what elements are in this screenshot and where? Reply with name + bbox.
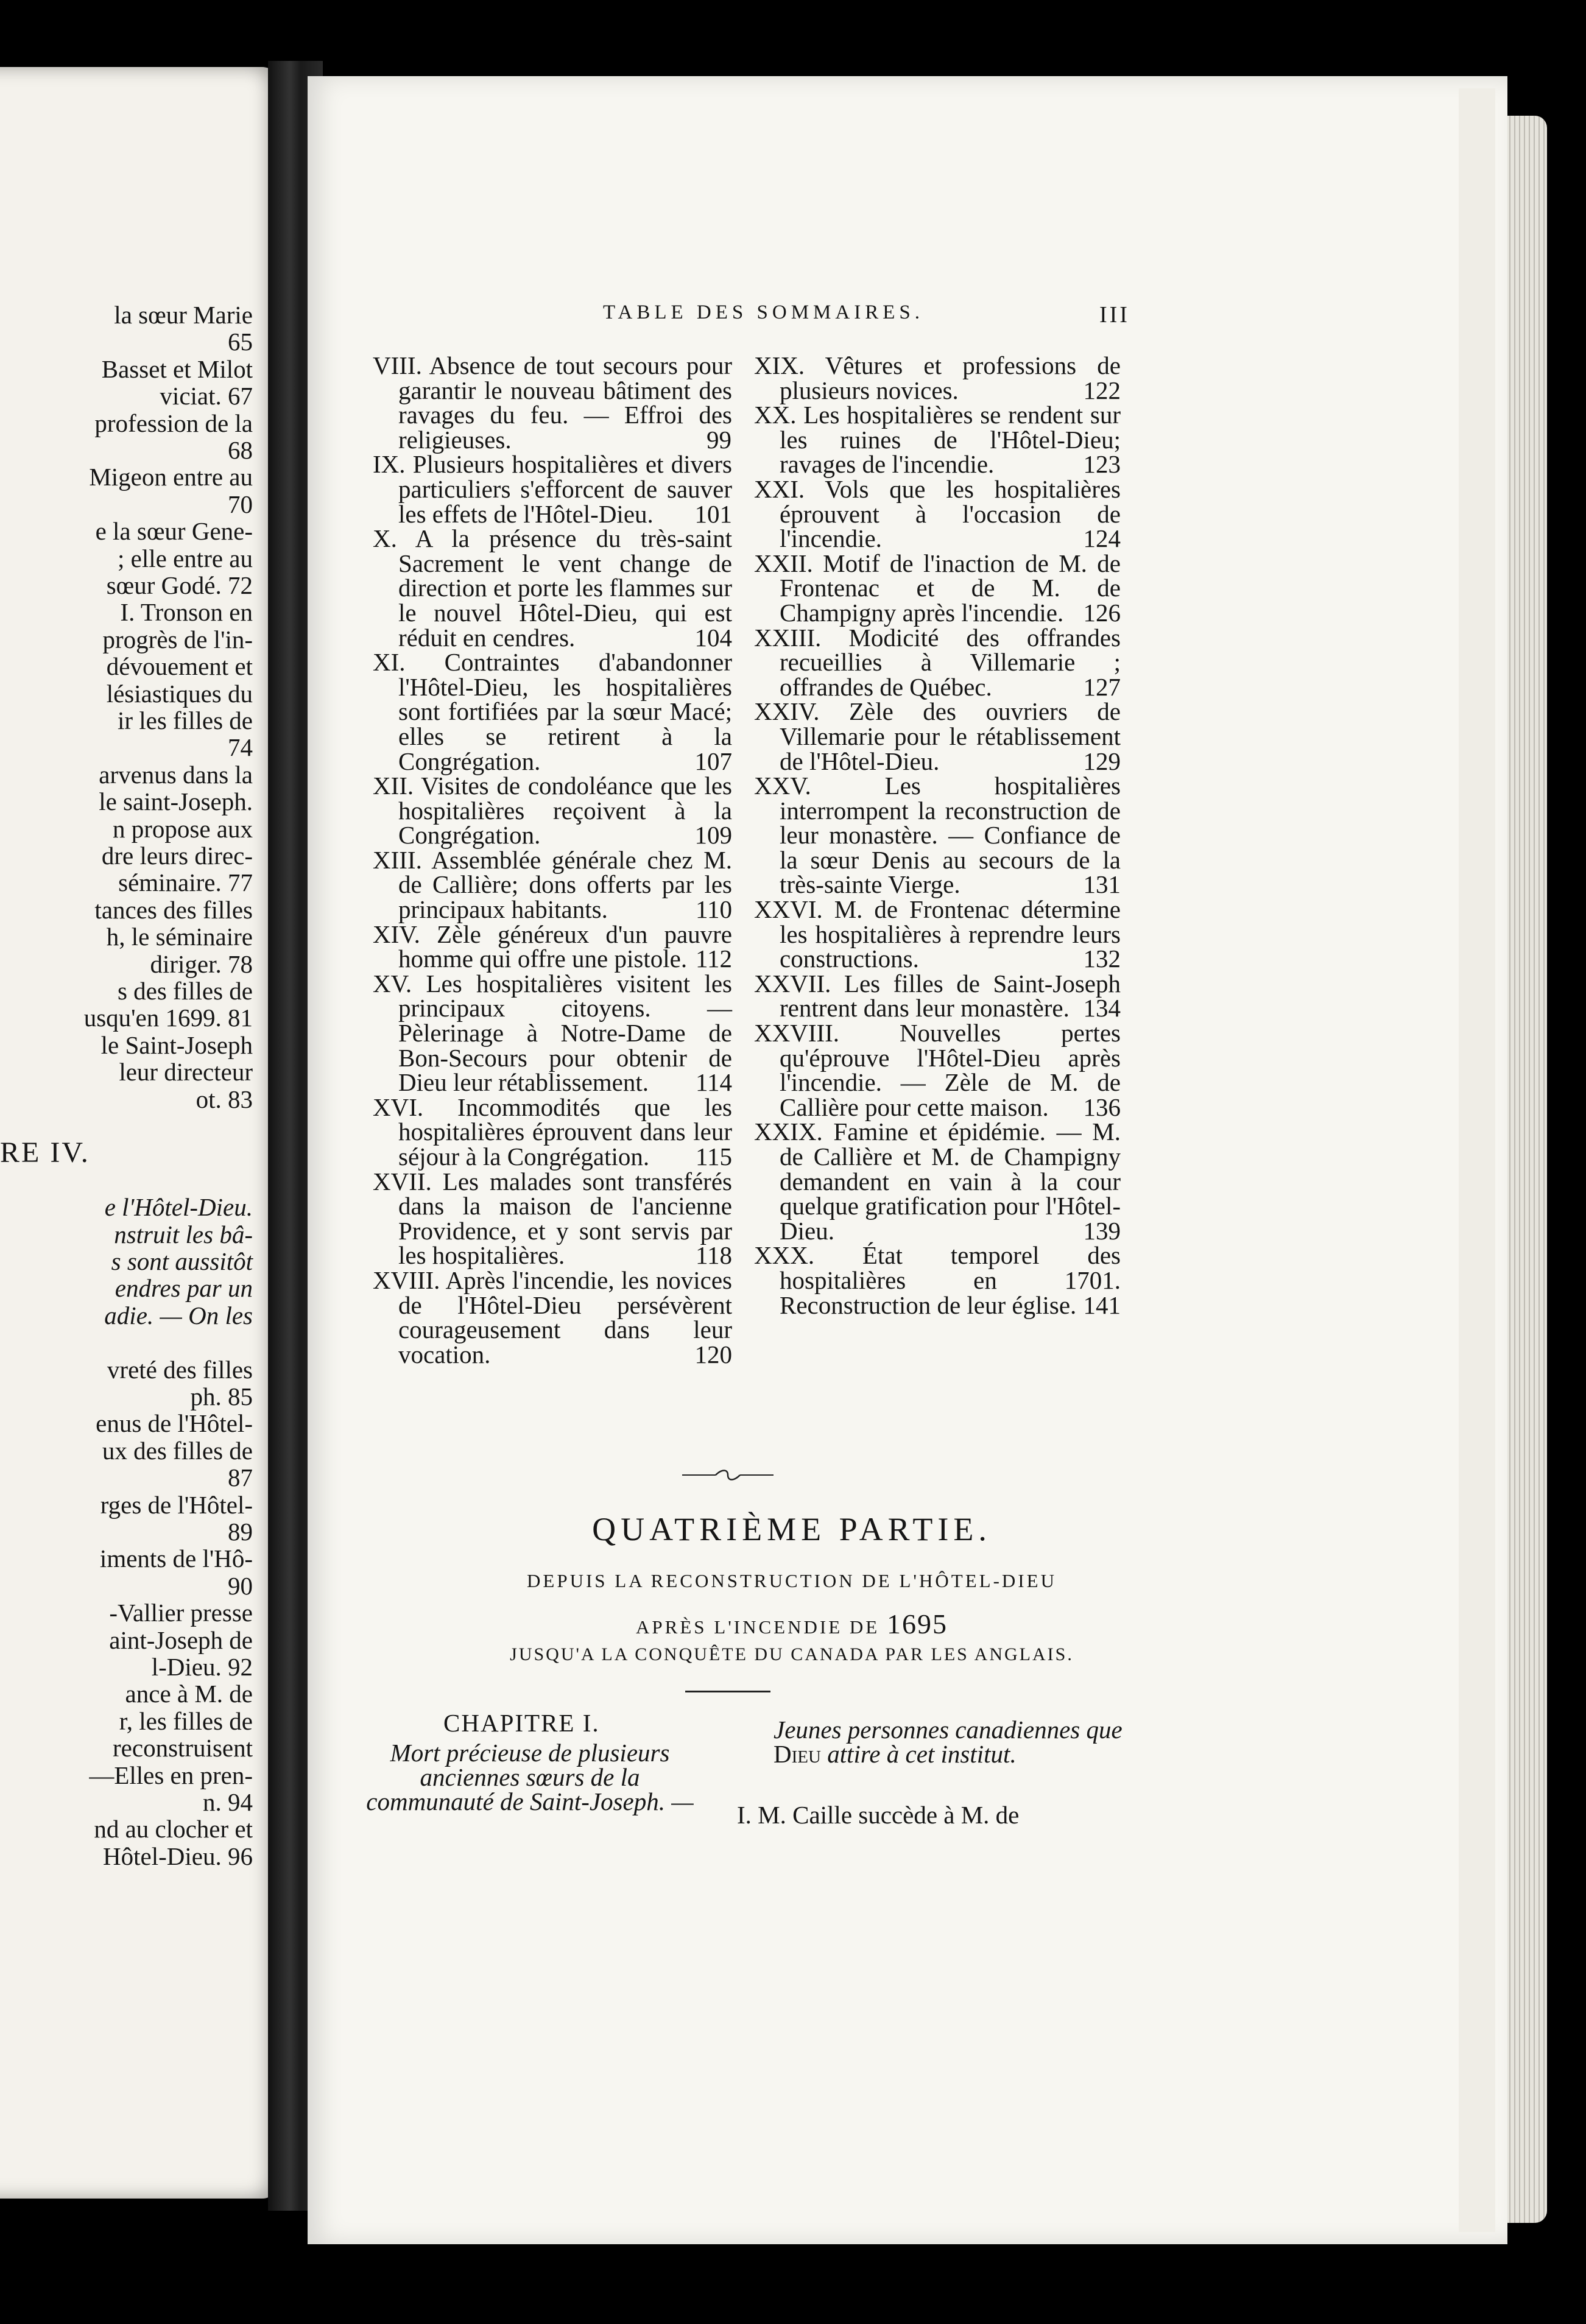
toc-page-number: 110 <box>696 895 732 924</box>
toc-page-number: 115 <box>696 1143 732 1171</box>
summary-right-pre: Jeunes personnes canadiennes que <box>774 1716 1123 1744</box>
toc-page-number: 141 <box>1083 1291 1121 1319</box>
left-page-line: 90 <box>228 1571 253 1600</box>
left-page-line: 89 <box>228 1518 253 1546</box>
chapter-summary-left: Mort précieuse de plusieurs anciennes sœurs de la communauté de Saint-Joseph. — <box>366 1739 694 1815</box>
toc-entry <box>373 1169 732 1268</box>
toc-entry <box>754 1021 1121 1119</box>
left-page-line: 74 <box>228 733 253 762</box>
toc-entry <box>373 353 732 452</box>
toc-entry-text: XXV. Les hospitalières interrompent la reconstruction de leur monastère. — Confiance de la sœur Denis au secours de la très-sainte Vierge. <box>754 772 1121 899</box>
toc-entry <box>754 551 1121 625</box>
left-page-line: endres par un <box>115 1274 253 1303</box>
summary-right-post: attire à cet institut. <box>827 1740 1017 1768</box>
left-page-line: h, le séminaire <box>106 923 253 951</box>
section-rule <box>685 1691 770 1692</box>
left-page-line: Basset et Milot <box>101 354 253 383</box>
toc-page-number: 114 <box>696 1068 732 1097</box>
left-page-line: le Saint-Joseph <box>100 1030 253 1059</box>
chapter-first-entry: I. M. Caille succède à M. de <box>737 1801 1020 1829</box>
toc-entry <box>754 971 1121 1021</box>
toc-page-number: 136 <box>1083 1093 1121 1121</box>
part-subtitle-1: DEPUIS LA RECONSTRUCTION DE L'HÔTEL-DIEU <box>527 1570 1057 1591</box>
left-page-line: 68 <box>228 436 253 464</box>
toc-entry-text: XI. Contraintes d'abandonner l'Hôtel-Dieu, les hospitalières sont fortifiées par la sœur Macé; elles se retirent à la Congrégation. <box>373 648 732 775</box>
toc-entry-text: XVI. Incommodités que les hospitalières éprouvent dans leur séjour à la Congrégation. <box>373 1093 732 1171</box>
toc-entry-text: XXIII. Modicité des offrandes recueillies à Villemarie ; offrandes de Québec. <box>754 623 1121 701</box>
toc-entry <box>373 971 732 1095</box>
left-page-line: sœur Godé. 72 <box>106 571 253 599</box>
toc-entry-text: XII. Visites de condoléance que les hospitalières reçoivent à la Congrégation. <box>373 772 732 850</box>
toc-entry-text: X. A la présence du très-saint Sacrement le vent change de direction et porte les flammes sur le nouvel Hôtel-Dieu, qui est réduit en cendres. <box>373 524 732 652</box>
toc-entry-text: XV. Les hospitalières visitent les principaux citoyens. — Pèlerinage à Notre-Dame de Bon-Secours pour obtenir de Dieu leur rétablissement. <box>373 969 732 1097</box>
toc-entry <box>373 845 732 924</box>
toc-entry-text: XIX. Vêtures et professions de plusieurs novices. <box>754 351 1121 404</box>
left-page-line: usqu'en 1699. 81 <box>83 1004 253 1032</box>
toc-page-number: 131 <box>1083 870 1121 899</box>
left-page-line: n propose aux <box>112 814 253 843</box>
left-page-line: ot. 83 <box>196 1085 253 1113</box>
left-page-line: r, les filles de <box>119 1706 253 1735</box>
toc-entry <box>754 897 1121 971</box>
summary-right-dieu: Dieu <box>774 1740 821 1768</box>
toc-entry <box>754 474 1121 553</box>
left-page-line: la sœur Marie <box>114 301 253 329</box>
toc-page-number: 99 <box>707 425 731 454</box>
left-page-line: tances des filles <box>94 895 253 924</box>
left-page-line: viciat. 67 <box>160 382 253 410</box>
toc-entry-text: XXVII. Les filles de Saint-Joseph rentrent dans leur monastère. <box>754 969 1121 1023</box>
toc-entry-text: XXVIII. Nouvelles pertes qu'éprouve l'Hôtel-Dieu après l'incendie. — Zèle de M. de Callière pour cette maison. <box>754 1019 1121 1121</box>
page-edge-inner <box>1459 88 1495 2232</box>
toc-entry <box>373 773 732 848</box>
ornament-divider <box>682 1468 774 1482</box>
toc-page-number: 139 <box>1083 1216 1121 1245</box>
toc-column-left <box>373 353 732 1367</box>
left-page <box>0 67 280 2199</box>
part-subtitle-year: 1695 <box>886 1608 948 1639</box>
toc-page-number: 120 <box>694 1340 732 1368</box>
toc-entry <box>373 1095 732 1169</box>
left-page-line: reconstruisent <box>113 1734 253 1762</box>
left-page-line: Hôtel-Dieu. 96 <box>103 1842 253 1870</box>
toc-entry-text: IX. Plusieurs hospitalières et divers particuliers s'efforcent de sauver les effets de l'Hôtel-Dieu. <box>373 450 732 528</box>
left-page-line: nd au clocher et <box>94 1815 253 1843</box>
left-page-line: 87 <box>228 1463 253 1492</box>
left-page-line: iments de l'Hô- <box>99 1544 253 1573</box>
left-page-line: arvenus dans la <box>99 760 253 789</box>
toc-entry-text: XX. Les hospitalières se rendent sur les ruines de l'Hôtel-Dieu; ravages de l'incendie. <box>754 401 1121 479</box>
left-page-line: e la sœur Gene- <box>95 517 253 546</box>
toc-entry <box>373 526 732 650</box>
toc-page-number: 101 <box>694 499 732 528</box>
toc-column-right <box>754 353 1121 1317</box>
toc-page-number: 126 <box>1083 598 1121 627</box>
left-page-line: 65 <box>228 328 253 356</box>
toc-page-number: 134 <box>1083 994 1121 1023</box>
toc-entry <box>754 699 1121 773</box>
toc-entry-text: XVII. Les malades sont transférés dans la maison de l'ancienne Providence, et y sont servis par les hospitalières. <box>373 1167 732 1270</box>
left-page-line: I. Tronson en <box>120 598 253 627</box>
toc-entry-text: XXIX. Famine et épidémie. — M. de Callière et M. de Champigny demandent en vain à la cour quelque gratification pour l'Hôtel-Dieu. <box>754 1118 1121 1245</box>
toc-page-number: 124 <box>1083 524 1121 553</box>
toc-page-number: 104 <box>694 623 732 652</box>
toc-entry <box>373 650 732 773</box>
left-page-line: nstruit les bâ- <box>114 1220 253 1248</box>
part-title: QUATRIÈME PARTIE. <box>592 1511 992 1548</box>
left-page-line: e l'Hôtel-Dieu. <box>104 1193 253 1222</box>
left-page-line: ir les filles de <box>117 706 253 734</box>
running-head: TABLE DES SOMMAIRES. <box>603 301 924 323</box>
toc-entry <box>373 1268 732 1367</box>
left-page-line: aint-Joseph de <box>109 1625 253 1654</box>
left-page-line: rges de l'Hôtel- <box>100 1490 253 1519</box>
left-page-line: ance à M. de <box>125 1680 253 1708</box>
toc-page-number: 122 <box>1083 376 1121 404</box>
left-page-line: s sont aussitôt <box>111 1247 253 1275</box>
left-page-line: ph. 85 <box>190 1382 253 1410</box>
toc-page-number: 112 <box>696 945 732 973</box>
left-page-line: s des filles de <box>117 977 253 1005</box>
left-page-line: dre leurs direc- <box>101 842 253 870</box>
left-page-line: l-Dieu. 92 <box>151 1653 253 1681</box>
toc-page-number: 129 <box>1083 747 1121 775</box>
left-page-line: leur directeur <box>119 1058 253 1086</box>
toc-entry <box>373 452 732 526</box>
left-page-line: —Elles en pren- <box>89 1761 253 1789</box>
left-page-line: ux des filles de <box>102 1436 253 1465</box>
left-page-line: adie. — On les <box>104 1301 253 1329</box>
toc-entry-text: XVIII. Après l'incendie, les novices de l'Hôtel-Dieu persévèrent courageusement dans leur vocation. <box>373 1266 732 1368</box>
part-subtitle-2-text: APRÈS L'INCENDIE DE <box>636 1616 880 1638</box>
left-page-line: profession de la <box>94 409 253 437</box>
toc-entry-text: XXII. Motif de l'inaction de M. de Frontenac et de M. de Champigny après l'incendie. <box>754 549 1121 627</box>
toc-page-number: 132 <box>1083 945 1121 973</box>
left-page-line: progrès de l'in- <box>102 625 253 653</box>
toc-entry <box>754 353 1121 403</box>
left-page-line: le saint-Joseph. <box>99 787 253 816</box>
toc-entry-text: XIII. Assemblée générale chez M. de Callière; dons offerts par les principaux habitants. <box>373 845 732 924</box>
part-subtitle-2 <box>390 1608 1194 1640</box>
toc-entry <box>754 625 1121 700</box>
toc-entry-text: VIII. Absence de tout secours pour garantir le nouveau bâtiment des ravages du feu. — Effroi des religieuses. <box>373 351 732 454</box>
toc-page-number: 107 <box>694 747 732 775</box>
left-page-line: diriger. 78 <box>150 949 253 978</box>
part-subtitle-3: JUSQU'A LA CONQUÊTE DU CANADA PAR LES ANGLAIS. <box>510 1644 1074 1664</box>
toc-entry-text: XXIV. Zèle des ouvriers de Villemarie pour le rétablissement de l'Hôtel-Dieu. <box>754 697 1121 775</box>
toc-entry-text: XIV. Zèle généreux d'un pauvre homme qui offre une pistole. <box>373 920 732 973</box>
toc-page-number: 123 <box>1083 450 1121 479</box>
left-page-line: n. 94 <box>203 1788 253 1816</box>
left-page-line: RE IV. <box>0 1136 90 1169</box>
toc-entry <box>754 403 1121 477</box>
left-page-line: vreté des filles <box>107 1355 253 1384</box>
toc-entry <box>754 1119 1121 1243</box>
left-page-line: lésiastiques du <box>106 679 253 708</box>
toc-entry <box>373 922 732 971</box>
toc-entry <box>754 773 1121 897</box>
left-page-line: -Vallier presse <box>109 1599 253 1627</box>
chapter-summary-right <box>761 1717 1127 1766</box>
chapter-title: CHAPITRE I. <box>443 1709 600 1737</box>
toc-page-number: 109 <box>694 821 732 850</box>
left-page-line: dévouement et <box>106 652 253 681</box>
folio: III <box>1099 302 1130 328</box>
toc-page-number: 118 <box>696 1241 732 1270</box>
left-page-line: ; elle entre au <box>118 544 253 572</box>
toc-entry-text: XXI. Vols que les hospitalières éprouvent à l'occasion de l'incendie. <box>754 474 1121 553</box>
toc-entry-text: XXX. État temporel des hospitalières en 1701. Reconstruction de leur église. <box>754 1241 1121 1319</box>
toc-entry-text: XXVI. M. de Frontenac détermine les hospitalières à reprendre leurs constructions. <box>754 895 1121 973</box>
left-page-line: séminaire. 77 <box>118 868 253 897</box>
left-page-line: Migeon entre au <box>89 463 253 491</box>
toc-entry <box>754 1243 1121 1317</box>
left-page-line: 70 <box>228 490 253 518</box>
left-page-line: enus de l'Hôtel- <box>96 1409 253 1438</box>
toc-page-number: 127 <box>1083 672 1121 701</box>
